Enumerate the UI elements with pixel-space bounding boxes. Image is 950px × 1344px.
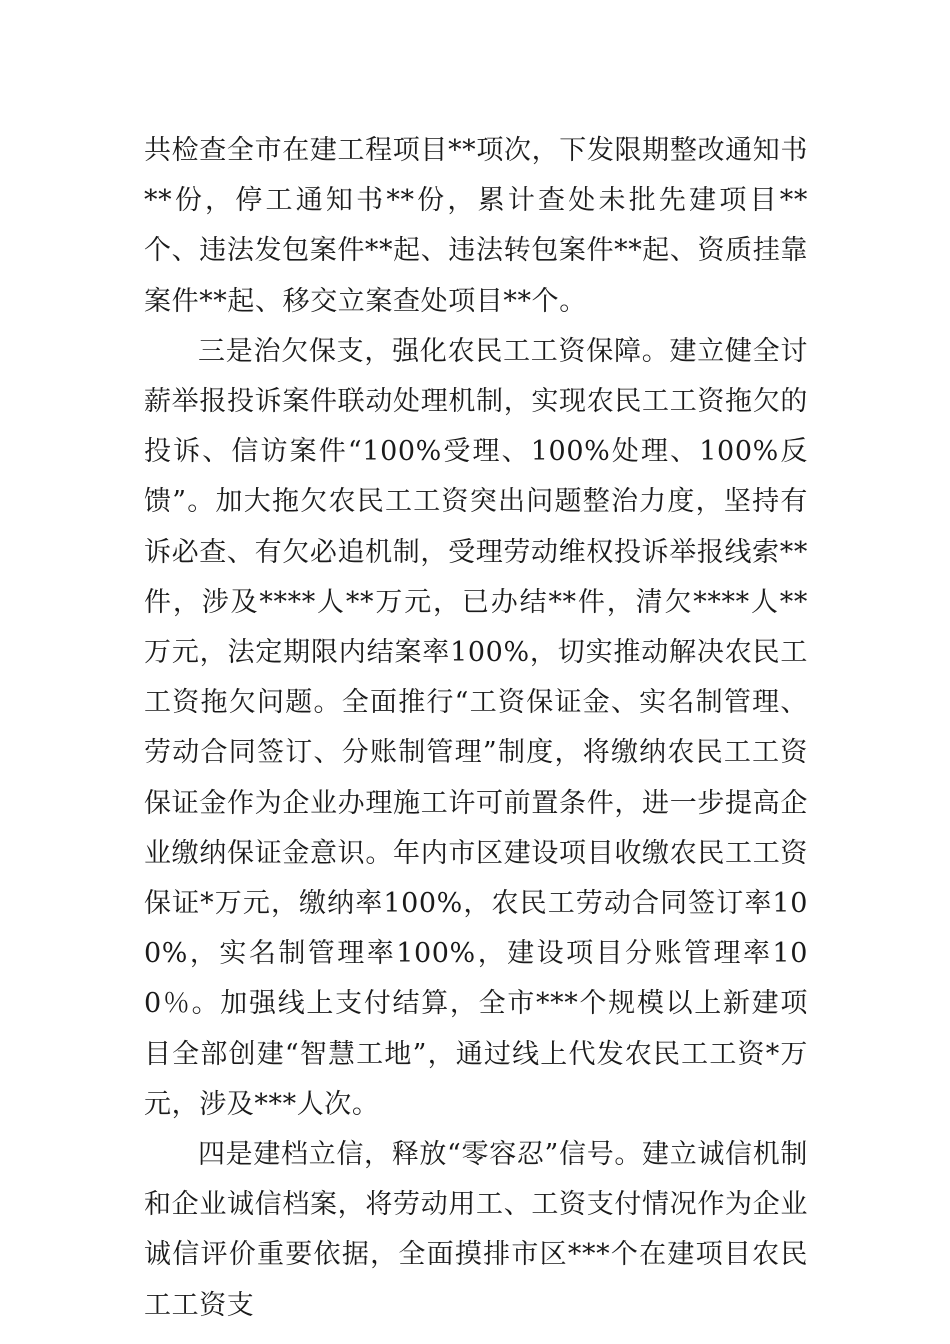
document-body bbox=[144, 126, 808, 1331]
paragraph-continuation: 共检查全市在建工程项目**项次，下发限期整改通知书**份，停工通知书**份，累计查处未批先建项目**个、违法发包案件**起、违法转包案件**起、资质挂靠案件**起、移交立案查处项目**个。 bbox=[144, 135, 808, 317]
paragraph-wage-protection: 三是治欠保支，强化农民工工资保障。建立健全讨薪举报投诉案件联动处理机制，实现农民工工资拖欠的投诉、信访案件“100%受理、100%处理、100%反馈”。加大拖欠农民工工资突出问题整治力度，坚持有诉必查、有欠必追机制，受理劳动维权投诉举报线索**件，涉及****人**万元，已办结**件，清欠****人**万元，法定期限内结案率100%，切实推动解决农民工工资拖欠问题。全面推行“工资保证金、实名制管理、劳动合同签订、分账制管理”制度，将缴纳农民工工资保证金作为企业办理施工许可前置条件，进一步提高企业缴纳保证金意识。年内市区建设项目收缴农民工工资保证*万元，缴纳率100%，农民工劳动合同签订率100%，实名制管理率100%，建设项目分账管理率100％。加强线上支付结算，全市***个规模以上新建项目全部创建“智慧工地”，通过线上代发农民工工资*万元，涉及***人次。 bbox=[144, 335, 808, 1120]
paragraph-credit-records: 四是建档立信，释放“零容忍”信号。建立诚信机制和企业诚信档案，将劳动用工、工资支付情况作为企业诚信评价重要依据，全面摸排市区***个在建项目农民工工资支 bbox=[144, 1139, 808, 1321]
